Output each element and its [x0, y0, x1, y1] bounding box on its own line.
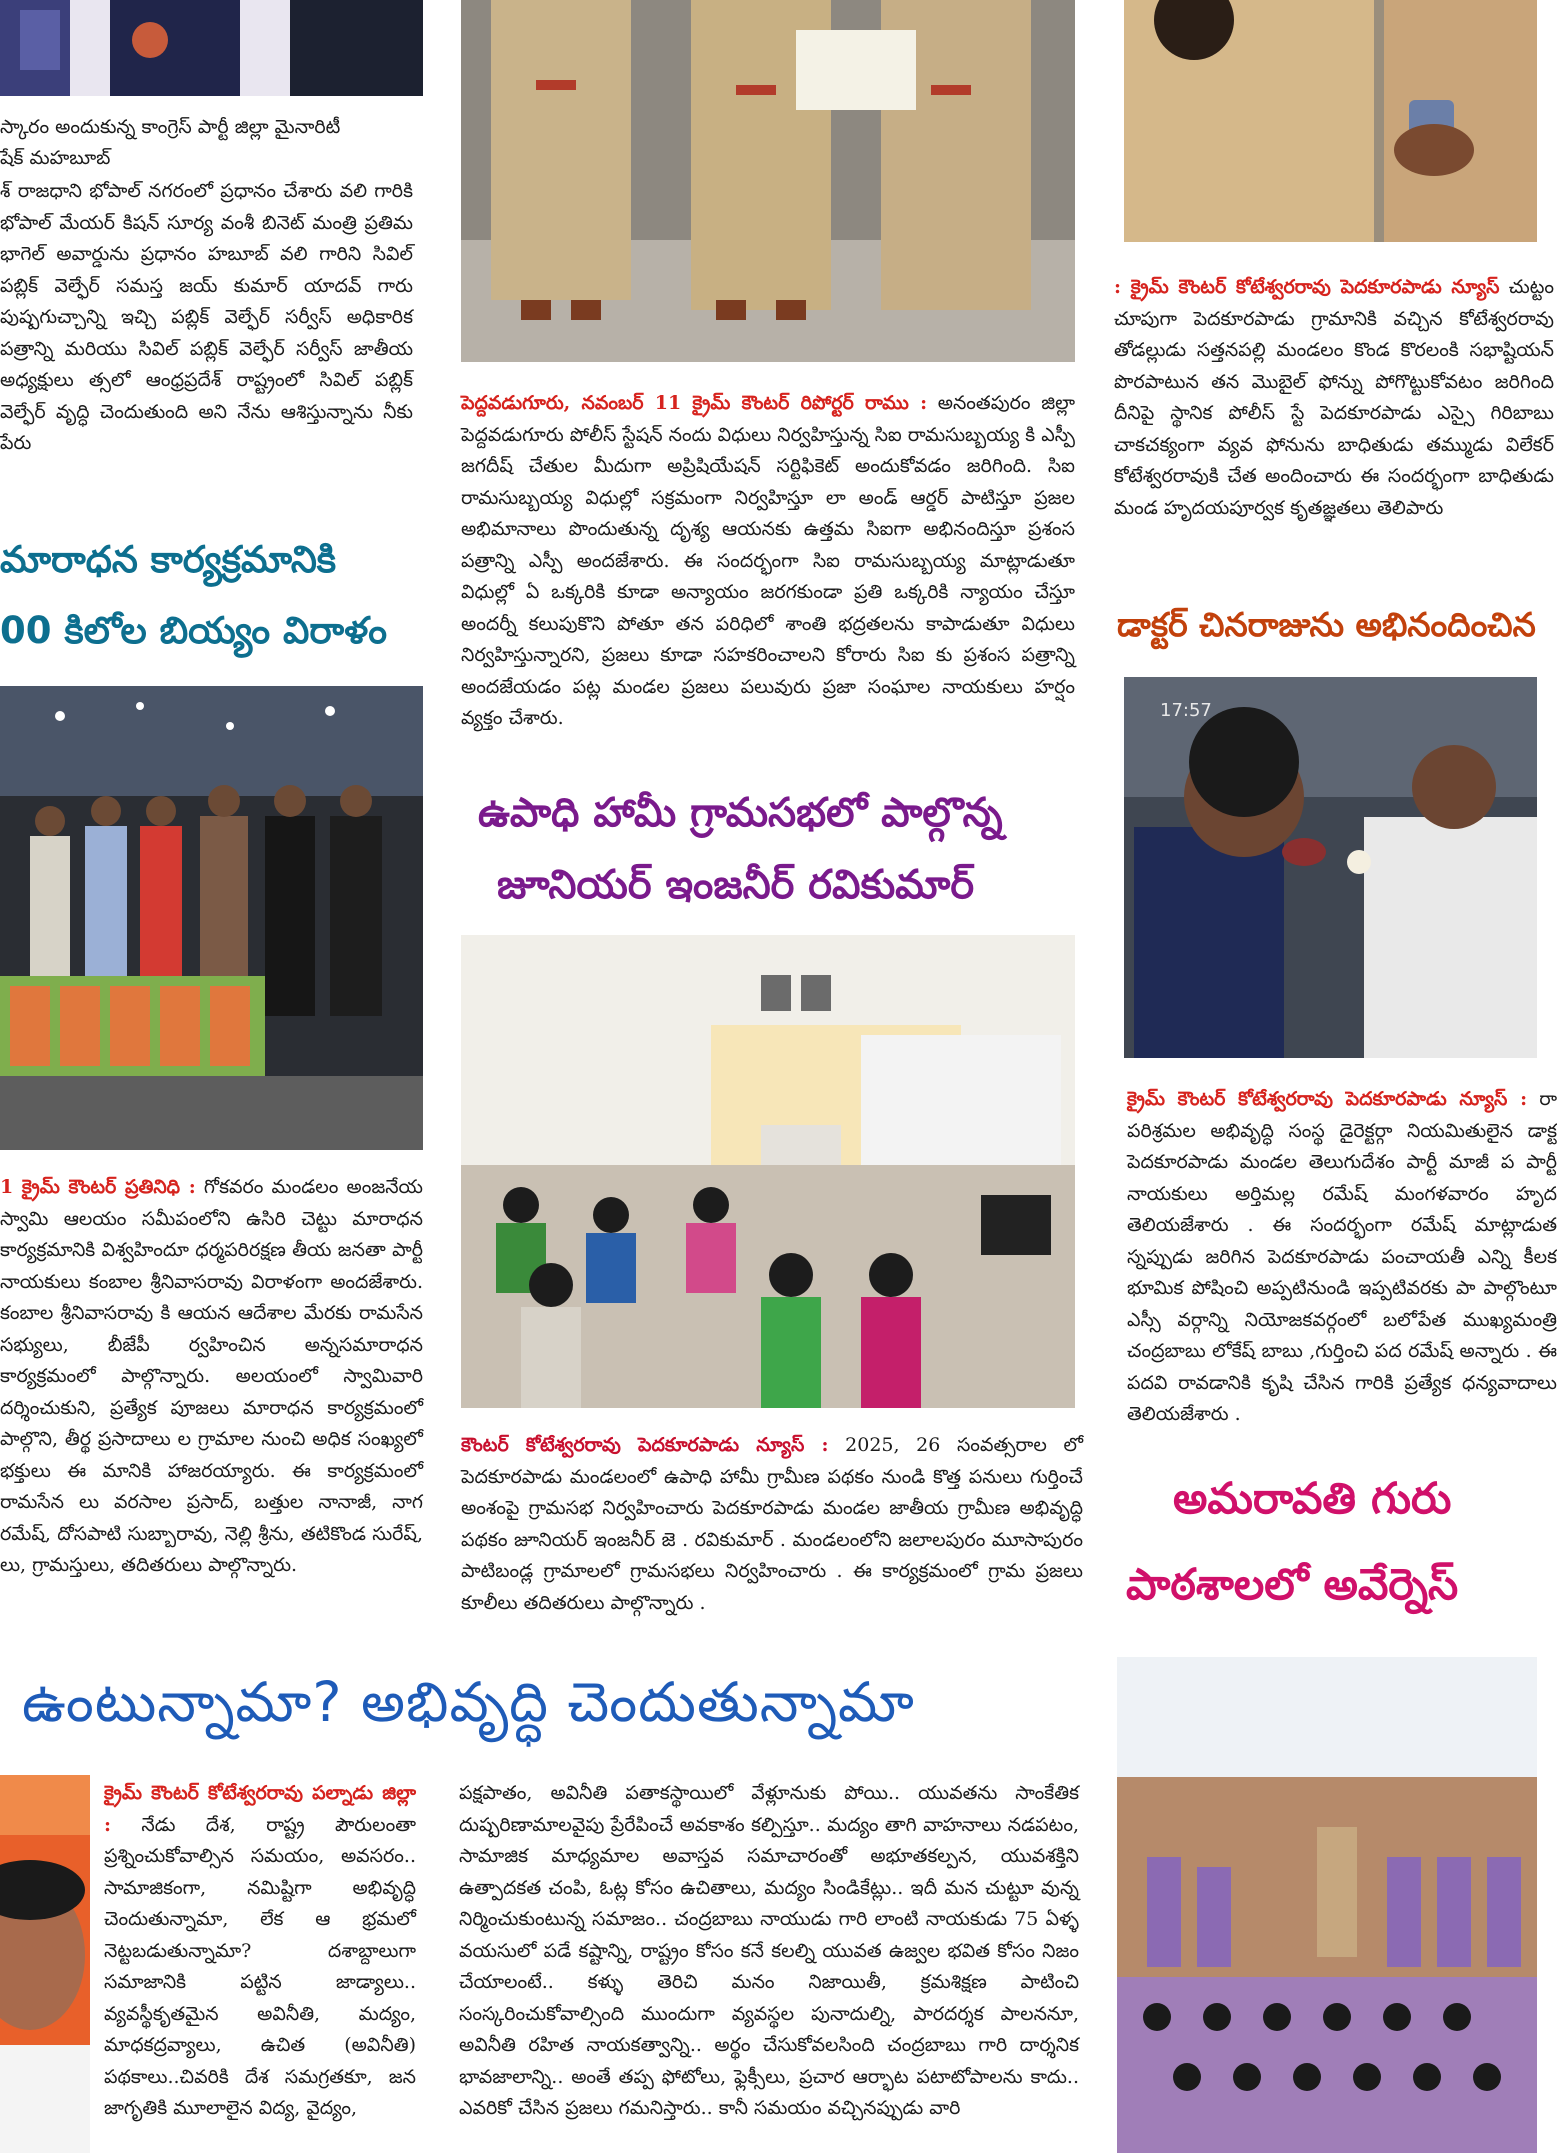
doctor-felicitation-photo [1124, 677, 1537, 1058]
timestamp-overlay: 17:57 [1160, 700, 1212, 721]
phone-body-text: చుట్టం చూపుగా పెదకూరపాడు గ్రామానికి వచ్చిన కోటేశ్వరరావు తోడల్లుడు సత్తనపల్లి మండలం కొండ కొరలంకి సభాష్టియన్ పొరపాటున తన మొబైల్ ఫోన్ను పోగొట్టుకోవటం జరిగింది దీనిపై స్థానిక పోలీస్ స్టే పెదకూరపాడు ఎస్సై గిరిబాబు చాకచక్యంగా వ్యవ ఫోనును బాధితుడు తమ్ముడు విలేకర్ కోటేశ్వరరావుకి చేత అందించారు ఈ సందర్భంగా బాధితుడు మండ హృదయపూర్వక కృతజ్ఞతలు తెలిపారు [1114, 276, 1555, 519]
award-body: శ్ రాజధాని భోపాల్ నగరంలో ప్రధానం చేశారు వలి గారికి భోపాల్ మేయర్ కిషన్ సూర్య వంశీ బినెట్ మంత్రి ప్రతిమ భాగెల్ అవార్డును ప్రధానం హబూబ్ వలి గారిని సివిల్ పబ్లిక్ వెల్ఫేర్ సమస్త జయ్ కుమార్ యాదవ్ గారు పుష్పగుచ్చాన్ని ఇచ్చి పబ్లిక్ వెల్ఫేర్ సర్వీస్ అధికారిక పత్రాన్ని మరియు సివిల్ పబ్లిక్ వెల్ఫేర్ సర్వీస్ జాతీయ అధ్యక్షులు త్సలో ఆంధ్రప్రదేశ్ రాష్ట్రంలో సివిల్ పబ్లిక్ వెల్ఫేర్ వృద్ధి చెందుతుంది అని నేను ఆశిస్తున్నాను నీకు పేరు [0, 180, 413, 454]
rice-dateline: 1 క్రైమ్ కౌంటర్ ప్రతినిధి : [0, 1176, 196, 1198]
rice-body-text: గోకవరం మండలం అంజనేయ స్వామి ఆలయం సమీపంలోని ఉసిరి చెట్టు మారాధన కార్యక్రమానికి విశ్వహిందూ ధర్మపరిరక్షణ తీయ జనతా పార్టీ నాయకులు కంబాల శ్రీనివాసరావు విరాళంగా అందజేశారు. కంబాల శ్రీనివాసరావు కి ఆయన ఆదేశాల మేరకు రామసేన సభ్యులు, బీజేపీ ర్వహించిన అన్నసమారాధన కార్యక్రమంలో పాల్గొన్నారు. అలయంలో స్వామివారి దర్శించుకుని, ప్రత్యేక పూజలు మారాధన కార్యక్రమంలో పాల్గొని, తీర్థ ప్రసాదాలు ల గ్రామాల నుంచి అధిక సంఖ్యలో భక్తులు ఈ మానికి హాజరయ్యారు. ఈ కార్యక్రమంలో రామసేన లు వరసాల ప్రసాద్, బత్తుల నానాజీ, నాగ రమేష్, దోసపాటి సుబ్బారావు, నెల్లి శ్రీను, తటికొండ సురేష్, లు, గ్రామస్తులు, తదితరులు పాల్గొన్నారు. [0, 1176, 423, 1576]
police-article-body [461, 388, 1075, 735]
phone-dateline: : క్రైమ్ కౌంటర్ కోటేశ్వరరావు పెదకూరపాడు న్యూస్ [1114, 276, 1500, 298]
rice-donation-photo [0, 686, 423, 1150]
rice-article-body [0, 1172, 423, 1582]
upadhi-dateline: కౌంటర్ కోటేశ్వరరావు పెదకూరపాడు న్యూస్ : [461, 1434, 829, 1456]
editorial-body-left-text: నేడు దేశ, రాష్ట్ర పౌరులంతా ప్రశ్నించుకోవాల్సిన సమయం, అవసరం.. సామాజికంగా, నమిష్టిగా అభివృద్ధి చెందుతున్నామా, లేక ఆ భ్రమలో నెట్టబడుతున్నామా? దశాబ్దాలుగా సమాజానికి పట్టిన జాడ్యాలు.. వ్యవస్థీకృతమైన అవినీతి, మద్యం, మాధకద్రవ్యాలు, ఉచిత (అవినీతి) పథకాలు..చివరికి దేశ సమగ్రతకూ, జన జాగృతికి మూలాలైన విద్య, వైద్యం, [104, 1813, 416, 2119]
upadhi-article-body [461, 1430, 1083, 1619]
upadhi-headline-line1: ఉపాధి హామీ గ్రామసభలో పాల్గొన్న [478, 790, 1003, 836]
upadhi-body-text: 2025, 26 సంవత్సరాల లో పెదకూరపాడు మండలంలో ఉపాధి హామీ గ్రామీణ పథకం నుండి కొత్త పనులు గుర్తించే అంశంపై గ్రామసభ నిర్వహించారు పెదకూరపాడు మండల జాతీయ గ్రామీణ అభివృద్ధి పథకం జూనియర్ ఇంజనీర్ జె . రవికుమార్ . మండలంలోని జలాలపురం మూసాపురం పాటిబండ్ల గ్రామాలలో గ్రామసభలు నిర్వహించారు . ఈ కార్యక్రమంలో గ్రామ ప్రజలు కూలీలు తదితరులు పాల్గొన్నారు . [461, 1434, 1083, 1614]
phone-article-body [1114, 272, 1554, 524]
editorial-body-left [104, 1778, 416, 2125]
doctor-dateline: క్రైమ్ కౌంటర్ కోటేశ్వరరావు పెదకూరపాడు న్యూస్ : [1127, 1088, 1528, 1110]
doctor-body-text: రా పరిశ్రమల అభివృద్ధి సంస్థ డైరెక్టర్గా నియమితులైన డాక్ట పెదకూరపాడు మండల తెలుగుదేశం పార్టీ మాజీ ప పార్టీ నాయకులు అర్తిమల్ల రమేష్ మంగళవారం హృద తెలియజేశారు . ఈ సందర్భంగా రమేష్ మాట్లాడుత స్నప్పుడు జరిగిన పెదకూరపాడు పంచాయతీ ఎన్ని కీలక భూమిక పోషించి అప్పటినుండి ఇప్పటివరకు పా పాల్గొంటూ ఎస్సీ వర్గాన్ని నియోజకవర్గంలో బలోపేత ముఖ్యమంత్రి చంద్రబాబు లోకేష్ బాబు ,గుర్తించి పద రమేష్ అన్నారు . ఈ పదవి రావడానికి కృషి చేసిన గారికి ప్రత్యేక ధన్యవాదాలు తెలియజేశారు . [1127, 1088, 1557, 1425]
doctor-headline: డాక్టర్ చినరాజును అభినందించిన [1117, 605, 1536, 644]
school-awareness-photo [1117, 1657, 1537, 2153]
phone-return-photo [1124, 0, 1537, 242]
editorial-dateline: క్రైమ్ కౌంటర్ కోటేశ్వరరావు పల్నాడు జిల్లా : [104, 1782, 416, 1836]
police-dateline: పెద్దవడుగూరు, నవంబర్ 11 క్రైమ్ కౌంటర్ రిపోర్టర్ రాము : [461, 392, 928, 414]
police-award-photo [461, 0, 1075, 362]
award-photo [0, 0, 423, 96]
amaravati-headline-line2: పాఠశాలలో అవేర్నెస్ [1126, 1560, 1459, 1610]
author-portrait [0, 1775, 90, 2153]
upadhi-headline-line2: జూనియర్ ఇంజనీర్ రవికుమార్ [497, 862, 975, 908]
amaravati-headline-line1: అమరావతి గురు [1173, 1474, 1452, 1524]
editorial-body-right: పక్షపాతం, అవినీతి పతాకస్థాయిలో వేళ్లూనుకు పోయి.. యువతను సాంకేతిక దుష్పరిణామాలవైపు ప్రేరేపించే అవకాశం కల్పిస్తూ.. మద్యం తాగి వాహనాలు నడపటం, సామాజిక మాధ్యమాల అవాస్తవ సమాచారంతో అభూతకల్పన, యువశక్తిని ఉత్పాదకత చంపి, ఓట్ల కోసం ఉచితాలు, మద్యం సిండికేట్లు.. ఇదీ మన చుట్టూ వున్న నిర్మించుకుంటున్న సమాజం.. చంద్రబాబు నాయుడు గారి లాంటి నాయకుడు 75 ఏళ్ళ వయసులో పడే కష్టాన్ని, రాష్ట్రం కోసం కనే కలల్ని యువత ఉజ్వల భవిత కోసం నిజం చేయాలంటే.. కళ్ళు తెరిచి మనం నిజాయితీ, క్రమశిక్షణ పాటించి సంస్కరించుకోవాల్సింది ముందుగా వ్యవస్థల పునాదుల్ని, పారదర్శక పాలననూ, అవినీతి రహిత నాయకత్వాన్ని.. అర్థం చేసుకోవలసింది చంద్రబాబు గారి దార్శనిక భావజాలాన్ని.. అంతే తప్ప ఫోటోలు, ఫ్లెక్సీలు, ప్రచార ఆర్భాట పటాటోపాలను కాదు.. ఎవరికో చేసిన ప్రజలు గమనిస్తారు.. కానీ సమయం వచ్చినప్పుడు వారి [459, 1782, 1079, 2119]
gram-sabha-photo [461, 935, 1075, 1408]
rice-headline-line1: మారాధన కార్యక్రమానికి [0, 538, 337, 581]
award-caption: స్కారం అందుకున్న కాంగ్రెస్ పార్టీ జిల్లా మైనారిటీ షేక్ మహబూబ్ [0, 116, 341, 169]
doctor-article-body [1127, 1084, 1557, 1431]
editorial-headline: ఉంటున్నామా? అభివృద్ధి చెందుతున్నామా [22, 1670, 915, 1734]
rice-headline-line2: 00 కిలోల బియ్యం విరాళం [0, 609, 388, 652]
police-body-text: అనంతపురం జిల్లా పెద్దవడుగూరు పోలీస్ స్టేషన్ నందు విధులు నిర్వహిస్తున్న సిఐ రామసుబ్బయ్య కి ఎస్పీ జగదీష్ చేతుల మీదుగా అప్రిషియేషన్ సర్టిఫికెట్ అందుకోవడం జరిగింది. సిఐ రామసుబ్బయ్య విధుల్లో సక్రమంగా నిర్వహిస్తూ లా అండ్ ఆర్డర్ పాటిస్తూ ప్రజల అభిమానాలు పొందుతున్న దృశ్య ఆయనకు ఉత్తమ సిఐగా అభినందిస్తూ ప్రశంస పత్రాన్ని ఎస్పీ అందజేశారు. ఈ సందర్భంగా సిఐ రామసుబ్బయ్య మాట్లాడుతూ విధుల్లో ఏ ఒక్కరికి కూడా అన్యాయం జరగకుండా ప్రతి ఒక్కరికి న్యాయం చేస్తూ అందర్నీ కలుపుకొని పోతూ తన పరిధిలో శాంతి భద్రతలను కాపాడుతూ విధులు నిర్వహిస్తున్నారని, ప్రజలు కూడా సహకరించాలని కోరారు సిఐ కు ప్రశంస పత్రాన్ని అందజేయడం పట్ల మండల ప్రజలు పలువురు ప్రజా సంఘాల నాయకులు హర్షం వ్యక్తం చేశారు. [461, 392, 1075, 729]
